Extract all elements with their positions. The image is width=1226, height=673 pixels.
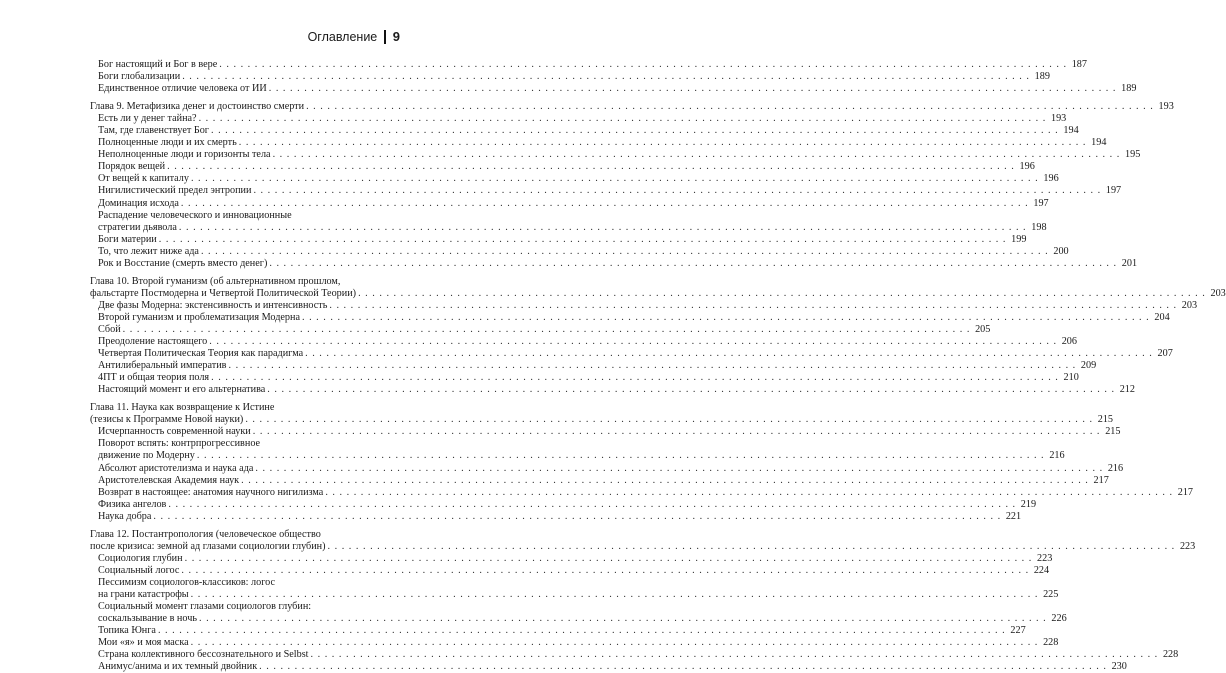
entry-title: Бог настоящий и Бог в вере — [98, 59, 218, 70]
entry-title-line: Социальный момент глазами социологов глубин: — [98, 601, 312, 613]
toc-entry — [90, 245, 1069, 258]
entry-title: Возврат в настоящее: анатомия научного нигилизма — [98, 486, 324, 498]
entry-title: Страна коллективного бессознательного и Selbst — [98, 649, 309, 661]
entry-title: Социология глубин — [98, 552, 183, 564]
entry-page-number: 217 — [1177, 486, 1194, 498]
dot-leader: . . . . . . . . . . . . . . . . . . . . . . . . . . . . . . . . . . . . . . . . . . . . . . . . . . . . . . . . . . . . . . . . . . . . . . . . . . . . . . . . . . . . . . . . . . . . . . . . . . . . . . . . . . . . . . . . . . . . . . . . — [209, 336, 1057, 348]
dot-leader: . . . . . . . . . . . . . . . . . . . . . . . . . . . . . . . . . . . . . . . . . . . . . . . . . . . . . . . . . . . . . . . . . . . . . . . . . . . . . . . . . . . . . . . . . . . . . . . . . . . . . . . . . . . . . . . . . . . . . . . . — [327, 540, 1176, 552]
dot-leader: . . . . . . . . . . . . . . . . . . . . . . . . . . . . . . . . . . . . . . . . . . . . . . . . . . . . . . . . . . . . . . . . . . . . . . . . . . . . . . . . . . . . . . . . . . . . . . . . . . . . . . . . . . . . . . . . . . . . . . . . — [329, 299, 1178, 311]
dot-leader: . . . . . . . . . . . . . . . . . . . . . . . . . . . . . . . . . . . . . . . . . . . . . . . . . . . . . . . . . . . . . . . . . . . . . . . . . . . . . . . . . . . . . . . . . . . . . . . . . . . . . . . . . . . . . . . . . . . . . . . . — [158, 233, 1007, 245]
chapter-block — [90, 402, 1194, 522]
entry-page-number: 193 — [1050, 113, 1067, 125]
toc-entry — [90, 486, 1194, 499]
entry-title: Нигилистический предел энтропии — [98, 185, 252, 197]
entry-title: Неполноценные люди и горизонты тела — [98, 149, 271, 161]
entry-title: Сбой — [98, 323, 121, 335]
chapter-title: фальстарте Постмодерна и Четвертой Политической Теории) — [90, 287, 357, 299]
dot-leader: . . . . . . . . . . . . . . . . . . . . . . . . . . . . . . . . . . . . . . . . . . . . . . . . . . . . . . . . . . . . . . . . . . . . . . . . . . . . . . . . . . . . . . . . . . . . . . . . . . . . . . . . . . . . . . . . . . . . . . . . — [211, 372, 1059, 384]
entry-title: Боги глобализации — [98, 71, 181, 83]
dot-leader: . . . . . . . . . . . . . . . . . . . . . . . . . . . . . . . . . . . . . . . . . . . . . . . . . . . . . . . . . . . . . . . . . . . . . . . . . . . . . . . . . . . . . . . . . . . . . . . . . . . . . . . . . . . . . . . . . . . . . . . . — [267, 384, 1115, 396]
chapter-title-line: Глава 11. Наука как возвращение к Истине — [90, 402, 275, 414]
chapter-title: после кризиса: земной ад глазами социологии глубин) — [90, 540, 326, 552]
entry-page-number: 226 — [1051, 613, 1067, 625]
dot-leader: . . . . . . . . . . . . . . . . . . . . . . . . . . . . . . . . . . . . . . . . . . . . . . . . . . . . . . . . . . . . . . . . . . . . . . . . . . . . . . . . . . . . . . . . . . . . . . . . . . . . . . . . . . . . . . . . . . . . . . . . — [268, 83, 1117, 95]
entry-page-number: 216 — [1107, 462, 1124, 474]
entry-page-number: 216 — [1049, 450, 1065, 462]
dot-leader: . . . . . . . . . . . . . . . . . . . . . . . . . . . . . . . . . . . . . . . . . . . . . . . . . . . . . . . . . . . . . . . . . . . . . . . . . . . . . . . . . . . . . . . . . . . . . . . . . . . . . . . . . . . . . . . . . . . . . . . . — [252, 426, 1101, 438]
chapter-page-number: 223 — [1179, 540, 1196, 552]
entry-title: Четвертая Политическая Теория как парадигма — [98, 348, 304, 360]
toc-entry — [90, 221, 1047, 234]
toc-entry — [90, 625, 1026, 637]
toc-entry — [90, 348, 1173, 360]
toc-entry — [90, 450, 1065, 462]
dot-leader: . . . . . . . . . . . . . . . . . . . . . . . . . . . . . . . . . . . . . . . . . . . . . . . . . . . . . . . . . . . . . . . . . . . . . . . . . . . . . . . . . . . . . . . . . . . . . . . . . . . . . . . . . . . . . . . . . . . . . . . . — [198, 613, 1047, 625]
entry-page-number: 189 — [1034, 71, 1050, 83]
toc-entry — [90, 59, 1087, 71]
toc-entry — [90, 233, 1027, 246]
entry-page-number: 209 — [1080, 360, 1097, 372]
entry-title: Социальный логос — [98, 564, 180, 576]
toc-entry — [90, 299, 1198, 312]
entry-page-number: 197 — [1033, 197, 1049, 209]
entry-page-number: 223 — [1037, 552, 1053, 564]
toc-entry — [90, 564, 1050, 577]
dot-leader: . . . . . . . . . . . . . . . . . . . . . . . . . . . . . . . . . . . . . . . . . . . . . . . . . . . . . . . . . . . . . . . . . . . . . . . . . . . . . . . . . . . . . . . . . . . . . . . . . . . . . . . . . . . . . . . . . . . . . . . . — [122, 323, 971, 335]
entry-title-line: Поворот вспять: контрпрогрессивное — [98, 438, 261, 450]
entry-page-number: 212 — [1119, 384, 1135, 396]
dot-leader: . . . . . . . . . . . . . . . . . . . . . . . . . . . . . . . . . . . . . . . . . . . . . . . . . . . . . . . . . . . . . . . . . . . . . . . . . . . . . . . . . . . . . . . . . . . . . . . . . . . . . . . . . . . . . . . . . . . . . . . . — [245, 414, 1094, 426]
entry-title: Полноценные люди и их смерть — [98, 137, 237, 149]
toc-entry — [90, 137, 1107, 149]
entry-title: Порядок вещей — [98, 161, 166, 173]
dot-leader: . . . . . . . . . . . . . . . . . . . . . . . . . . . . . . . . . . . . . . . . . . . . . . . . . . . . . . . . . . . . . . . . . . . . . . . . . . . . . . . . . . . . . . . . . . . . . . . . . . . . . . . . . . . . . . . . . . . . . . . . — [310, 649, 1159, 661]
toc-entry — [90, 323, 991, 336]
dot-leader: . . . . . . . . . . . . . . . . . . . . . . . . . . . . . . . . . . . . . . . . . . . . . . . . . . . . . . . . . . . . . . . . . . . . . . . . . . . . . . . . . . . . . . . . . . . . . . . . . . . . . . . . . . . . . . . . . . . . . . . . — [167, 161, 1015, 173]
entry-page-number: 207 — [1157, 348, 1173, 360]
toc-entry — [90, 637, 1059, 649]
toc-entry — [90, 113, 1067, 125]
dot-leader: . . . . . . . . . . . . . . . . . . . . . . . . . . . . . . . . . . . . . . . . . . . . . . . . . . . . . . . . . . . . . . . . . . . . . . . . . . . . . . . . . . . . . . . . . . . . . . . . . . . . . . . . . . . . . . . . . . . . . . . . — [228, 360, 1077, 372]
dot-leader: . . . . . . . . . . . . . . . . . . . . . . . . . . . . . . . . . . . . . . . . . . . . . . . . . . . . . . . . . . . . . . . . . . . . . . . . . . . . . . . . . . . . . . . . . . . . . . . . . . . . . . . . . . . . . . . . . . . . . . . . — [259, 661, 1107, 673]
entry-page-number: 189 — [1121, 83, 1137, 95]
chapter-title: (тезисы к Программе Новой науки) — [90, 414, 244, 426]
entry-title: движение по Модерну — [98, 450, 195, 462]
dot-leader: . . . . . . . . . . . . . . . . . . . . . . . . . . . . . . . . . . . . . . . . . . . . . . . . . . . . . . . . . . . . . . . . . . . . . . . . . . . . . . . . . . . . . . . . . . . . . . . . . . . . . . . . . . . . . . . . . . . . . . . . — [238, 137, 1087, 149]
entry-page-number: 230 — [1111, 661, 1127, 673]
chapter-block — [90, 101, 1174, 270]
entry-title: Преодоление настоящего — [98, 336, 208, 348]
entry-page-number: 200 — [1053, 245, 1069, 257]
toc-entry — [90, 257, 1138, 270]
table-of-contents — [90, 59, 1226, 673]
chapter-title-line: Глава 12. Постантропология (человеческое общество — [90, 528, 321, 540]
dot-leader: . . . . . . . . . . . . . . . . . . . . . . . . . . . . . . . . . . . . . . . . . . . . . . . . . . . . . . . . . . . . . . . . . . . . . . . . . . . . . . . . . . . . . . . . . . . . . . . . . . . . . . . . . . . . . . . . . . . . . . . . — [255, 462, 1104, 474]
dot-leader: . . . . . . . . . . . . . . . . . . . . . . . . . . . . . . . . . . . . . . . . . . . . . . . . . . . . . . . . . . . . . . . . . . . . . . . . . . . . . . . . . . . . . . . . . . . . . . . . . . . . . . . . . . . . . . . . . . . . . . . . — [305, 348, 1153, 360]
entry-title: Единственное отличие человека от ИИ — [98, 83, 267, 95]
entry-title: Второй гуманизм и проблематизация Модерна — [98, 311, 300, 323]
chapter-heading — [90, 287, 1226, 300]
entry-page-number: 219 — [1020, 498, 1037, 510]
chapter-page-number: 193 — [1158, 101, 1174, 113]
entry-page-number: 199 — [1011, 233, 1027, 245]
dot-leader: . . . . . . . . . . . . . . . . . . . . . . . . . . . . . . . . . . . . . . . . . . . . . . . . . . . . . . . . . . . . . . . . . . . . . . . . . . . . . . . . . . . . . . . . . . . . . . . . . . . . . . . . . . . . . . . . . . . . . . . . — [269, 257, 1118, 269]
dot-leader: . . . . . . . . . . . . . . . . . . . . . . . . . . . . . . . . . . . . . . . . . . . . . . . . . . . . . . . . . . . . . . . . . . . . . . . . . . . . . . . . . . . . . . . . . . . . . . . . . . . . . . . . . . . . . . . . . . . . . . . . — [190, 588, 1039, 600]
entry-title: Доминация исхода — [98, 197, 179, 209]
toc-entry — [90, 426, 1121, 438]
toc-entry — [90, 197, 1049, 210]
entry-title: Антилиберальный императив — [98, 360, 227, 372]
entry-title: на грани катастрофы — [98, 588, 189, 600]
dot-leader: . . . . . . . . . . . . . . . . . . . . . . . . . . . . . . . . . . . . . . . . . . . . . . . . . . . . . . . . . . . . . . . . . . . . . . . . . . . . . . . . . . . . . . . . . . . . . . . . . . . . . . . . . . . . . . . . . . . . . . . . — [184, 552, 1033, 564]
dot-leader: . . . . . . . . . . . . . . . . . . . . . . . . . . . . . . . . . . . . . . . . . . . . . . . . . . . . . . . . . . . . . . . . . . . . . . . . . . . . . . . . . . . . . . . . . . . . . . . . . . . . . . . . . . . . . . . . . . . . . . . . — [200, 245, 1049, 257]
toc-entry — [90, 83, 1137, 95]
entry-title: Аристотелевская Академия наук — [98, 474, 240, 486]
running-header — [308, 29, 400, 44]
dot-leader: . . . . . . . . . . . . . . . . . . . . . . . . . . . . . . . . . . . . . . . . . . . . . . . . . . . . . . . . . . . . . . . . . . . . . . . . . . . . . . . . . . . . . . . . . . . . . . . . . . . . . . . . . . . . . . . . . . . . . . . . — [325, 486, 1174, 498]
toc-entry — [90, 588, 1059, 601]
dot-leader: . . . . . . . . . . . . . . . . . . . . . . . . . . . . . . . . . . . . . . . . . . . . . . . . . . . . . . . . . . . . . . . . . . . . . . . . . . . . . . . . . . . . . . . . . . . . . . . . . . . . . . . . . . . . . . . . . . . . . . . . — [219, 59, 1067, 70]
chapter-block — [90, 59, 1137, 95]
dot-leader: . . . . . . . . . . . . . . . . . . . . . . . . . . . . . . . . . . . . . . . . . . . . . . . . . . . . . . . . . . . . . . . . . . . . . . . . . . . . . . . . . . . . . . . . . . . . . . . . . . . . . . . . . . . . . . . . . . . . . . . . — [168, 498, 1017, 510]
entry-title: Наука добра — [98, 510, 152, 522]
chapter-heading — [90, 540, 1196, 553]
entry-title: Настоящий момент и его альтернатива — [98, 384, 266, 396]
entry-title: Мои «я» и моя маска — [98, 637, 189, 649]
entry-page-number: 198 — [1031, 221, 1047, 233]
dot-leader: . . . . . . . . . . . . . . . . . . . . . . . . . . . . . . . . . . . . . . . . . . . . . . . . . . . . . . . . . . . . . . . . . . . . . . . . . . . . . . . . . . . . . . . . . . . . . . . . . . . . . . . . . . . . . . . . . . . . . . . . — [180, 197, 1029, 209]
toc-entry — [90, 462, 1124, 475]
dot-leader: . . . . . . . . . . . . . . . . . . . . . . . . . . . . . . . . . . . . . . . . . . . . . . . . . . . . . . . . . . . . . . . . . . . . . . . . . . . . . . . . . . . . . . . . . . . . . . . . . . . . . . . . . . . . . . . . . . . . . . . . — [210, 125, 1059, 137]
chapter-page-number: 203 — [1210, 287, 1226, 299]
chapter-heading — [90, 414, 1114, 426]
chapter-block — [90, 275, 1226, 396]
dot-leader: . . . . . . . . . . . . . . . . . . . . . . . . . . . . . . . . . . . . . . . . . . . . . . . . . . . . . . . . . . . . . . . . . . . . . . . . . . . . . . . . . . . . . . . . . . . . . . . . . . . . . . . . . . . . . . . . . . . . . . . . — [153, 510, 1002, 522]
entry-page-number: 204 — [1154, 311, 1170, 323]
toc-entry — [90, 71, 1050, 83]
chapter-page-number: 215 — [1097, 414, 1114, 426]
entry-title: Две фазы Модерна: экстенсивность и интенсивность — [98, 299, 328, 311]
dot-leader: . . . . . . . . . . . . . . . . . . . . . . . . . . . . . . . . . . . . . . . . . . . . . . . . . . . . . . . . . . . . . . . . . . . . . . . . . . . . . . . . . . . . . . . . . . . . . . . . . . . . . . . . . . . . . . . . . . . . . . . . — [182, 71, 1030, 83]
entry-page-number: 221 — [1005, 510, 1022, 522]
entry-page-number: 210 — [1063, 372, 1079, 384]
section-title: Оглавление — [307, 29, 378, 44]
entry-page-number: 194 — [1091, 137, 1107, 149]
entry-title: От вещей к капиталу — [98, 173, 189, 185]
dot-leader: . . . . . . . . . . . . . . . . . . . . . . . . . . . . . . . . . . . . . . . . . . . . . . . . . . . . . . . . . . . . . . . . . . . . . . . . . . . . . . . . . . . . . . . . . . . . . . . . . . . . . . . . . . . . . . . . . . . . . . . . — [157, 625, 1006, 637]
entry-title: Боги материи — [98, 233, 157, 245]
toc-entry — [90, 661, 1127, 673]
toc-entry — [90, 360, 1097, 372]
entry-title: Абсолют аристотелизма и наука ада — [98, 462, 254, 474]
dot-leader: . . . . . . . . . . . . . . . . . . . . . . . . . . . . . . . . . . . . . . . . . . . . . . . . . . . . . . . . . . . . . . . . . . . . . . . . . . . . . . . . . . . . . . . . . . . . . . . . . . . . . . . . . . . . . . . . . . . . . . . . — [190, 173, 1039, 185]
dot-leader: . . . . . . . . . . . . . . . . . . . . . . . . . . . . . . . . . . . . . . . . . . . . . . . . . . . . . . . . . . . . . . . . . . . . . . . . . . . . . . . . . . . . . . . . . . . . . . . . . . . . . . . . . . . . . . . . . . . . . . . . — [301, 311, 1150, 323]
entry-page-number: 205 — [975, 323, 991, 335]
dot-leader: . . . . . . . . . . . . . . . . . . . . . . . . . . . . . . . . . . . . . . . . . . . . . . . . . . . . . . . . . . . . . . . . . . . . . . . . . . . . . . . . . . . . . . . . . . . . . . . . . . . . . . . . . . . . . . . . . . . . . . . . — [178, 221, 1027, 233]
entry-title: Есть ли у денег тайна? — [98, 113, 197, 125]
dot-leader: . . . . . . . . . . . . . . . . . . . . . . . . . . . . . . . . . . . . . . . . . . . . . . . . . . . . . . . . . . . . . . . . . . . . . . . . . . . . . . . . . . . . . . . . . . . . . . . . . . . . . . . . . . . . . . . . . . . . . . . . — [190, 637, 1039, 649]
entry-page-number: 203 — [1181, 299, 1198, 311]
toc-entry — [90, 384, 1135, 396]
chapter-block — [90, 528, 1196, 673]
dot-leader: . . . . . . . . . . . . . . . . . . . . . . . . . . . . . . . . . . . . . . . . . . . . . . . . . . . . . . . . . . . . . . . . . . . . . . . . . . . . . . . . . . . . . . . . . . . . . . . . . . . . . . . . . . . . . . . . . . . . . . . . — [253, 185, 1102, 197]
entry-title-line: Распадение человеческого и инновационные — [98, 209, 292, 221]
toc-entry — [90, 125, 1079, 137]
entry-page-number: 196 — [1019, 161, 1035, 173]
dot-leader: . . . . . . . . . . . . . . . . . . . . . . . . . . . . . . . . . . . . . . . . . . . . . . . . . . . . . . . . . . . . . . . . . . . . . . . . . . . . . . . . . . . . . . . . . . . . . . . . . . . . . . . . . . . . . . . . . . . . . . . . — [241, 474, 1089, 486]
toc-entry — [90, 613, 1067, 625]
entry-title: Физика ангелов — [98, 498, 167, 510]
entry-page-number: 195 — [1125, 149, 1141, 161]
dot-leader: . . . . . . . . . . . . . . . . . . . . . . . . . . . . . . . . . . . . . . . . . . . . . . . . . . . . . . . . . . . . . . . . . . . . . . . . . . . . . . . . . . . . . . . . . . . . . . . . . . . . . . . . . . . . . . . . . . . . . . . . — [306, 101, 1154, 113]
page-number: 9 — [392, 29, 400, 44]
toc-entry — [90, 161, 1035, 173]
toc-entry — [90, 336, 1077, 348]
entry-page-number: 228 — [1162, 649, 1179, 661]
entry-page-number: 206 — [1061, 336, 1077, 348]
entry-title: Там, где главенствует Бог — [98, 125, 209, 137]
toc-entry — [90, 173, 1059, 185]
dot-leader: . . . . . . . . . . . . . . . . . . . . . . . . . . . . . . . . . . . . . . . . . . . . . . . . . . . . . . . . . . . . . . . . . . . . . . . . . . . . . . . . . . . . . . . . . . . . . . . . . . . . . . . . . . . . . . . . . . . . . . . . — [272, 149, 1121, 161]
chapter-title: Глава 9. Метафизика денег и достоинство смерти — [90, 101, 305, 113]
header-divider — [384, 30, 386, 44]
entry-page-number: 194 — [1063, 125, 1079, 137]
entry-page-number: 227 — [1010, 625, 1026, 637]
dot-leader: . . . . . . . . . . . . . . . . . . . . . . . . . . . . . . . . . . . . . . . . . . . . . . . . . . . . . . . . . . . . . . . . . . . . . . . . . . . . . . . . . . . . . . . . . . . . . . . . . . . . . . . . . . . . . . . . . . . . . . . . — [358, 287, 1206, 299]
toc-entry — [90, 649, 1179, 661]
entry-page-number: 224 — [1033, 564, 1050, 576]
entry-page-number: 217 — [1093, 474, 1109, 486]
toc-entry — [90, 552, 1053, 565]
entry-page-number: 228 — [1043, 637, 1059, 649]
toc-entry — [90, 498, 1037, 511]
toc-entry — [90, 510, 1022, 523]
toc-entry — [90, 311, 1170, 324]
toc-entry — [90, 474, 1109, 487]
entry-title-line: Пессимизм социологов-классиков: логос — [98, 576, 276, 588]
toc-entry — [90, 372, 1079, 384]
entry-title: 4ПТ и общая теория поля — [98, 372, 210, 384]
entry-title: То, что лежит ниже ада — [98, 245, 199, 257]
toc-entry — [90, 149, 1141, 161]
entry-title: Рок и Восстание (смерть вместо денег) — [98, 257, 268, 269]
entry-page-number: 197 — [1105, 185, 1122, 197]
dot-leader: . . . . . . . . . . . . . . . . . . . . . . . . . . . . . . . . . . . . . . . . . . . . . . . . . . . . . . . . . . . . . . . . . . . . . . . . . . . . . . . . . . . . . . . . . . . . . . . . . . . . . . . . . . . . . . . . . . . . . . . . — [196, 450, 1045, 462]
entry-title: Анимус/анима и их темный двойник — [98, 661, 258, 673]
chapter-heading — [90, 101, 1174, 113]
entry-title: соскальзывание в ночь — [98, 613, 197, 625]
entry-page-number: 196 — [1043, 173, 1059, 185]
entry-title: Исчерпанность современной науки — [98, 426, 251, 438]
dot-leader: . . . . . . . . . . . . . . . . . . . . . . . . . . . . . . . . . . . . . . . . . . . . . . . . . . . . . . . . . . . . . . . . . . . . . . . . . . . . . . . . . . . . . . . . . . . . . . . . . . . . . . . . . . . . . . . . . . . . . . . . — [181, 564, 1030, 576]
chapter-title-line: Глава 10. Второй гуманизм (об альтернативном прошлом, — [90, 275, 341, 287]
entry-page-number: 215 — [1105, 426, 1121, 438]
entry-title: стратегии дьявола — [98, 221, 177, 233]
toc-entry — [90, 185, 1122, 197]
entry-page-number: 225 — [1043, 588, 1059, 600]
dot-leader: . . . . . . . . . . . . . . . . . . . . . . . . . . . . . . . . . . . . . . . . . . . . . . . . . . . . . . . . . . . . . . . . . . . . . . . . . . . . . . . . . . . . . . . . . . . . . . . . . . . . . . . . . . . . . . . . . . . . . . . . — [198, 113, 1047, 125]
entry-page-number: 187 — [1071, 59, 1087, 70]
entry-page-number: 201 — [1121, 257, 1138, 269]
entry-title: Топика Юнга — [98, 625, 156, 637]
